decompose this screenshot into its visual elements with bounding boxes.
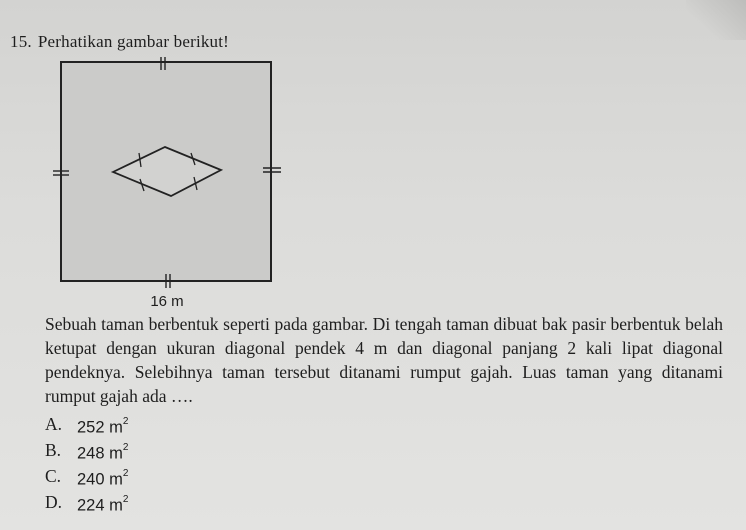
option-d-letter: D. xyxy=(45,492,63,512)
answer-options xyxy=(45,413,128,517)
option-d[interactable] xyxy=(45,491,128,517)
square-garden-figure xyxy=(40,52,290,317)
option-a-value: 252 $m^2$ xyxy=(77,416,129,437)
side-length-label: 16 m xyxy=(150,293,184,310)
option-c-value: 240 $m^2$ xyxy=(77,468,129,489)
option-b[interactable] xyxy=(45,439,128,465)
question-header xyxy=(10,32,229,52)
problem-text: Sebuah taman berbentuk seperti pada gambar. Di tengah taman dibuat bak pasir berbentuk belah ketupat dengan ukuran diagonal pendek 4 m dan diagonal panjang 2 kali lipat diagonal pendeknya. Selebihnya taman tersebut ditanami rumput gajah. Luas taman yang ditanami rumput gajah ada …. xyxy=(45,314,723,406)
option-b-letter: B. xyxy=(45,440,62,460)
question-instruction: Perhatikan gambar berikut! xyxy=(37,32,230,51)
page-shadow xyxy=(686,0,746,40)
option-a-letter: A. xyxy=(45,414,63,434)
option-d-value: 224 $m^2$ xyxy=(77,494,129,515)
option-a[interactable] xyxy=(45,413,128,439)
option-b-value: 248 $m^2$ xyxy=(77,442,129,463)
option-c-letter: C. xyxy=(45,466,62,486)
option-c[interactable] xyxy=(45,465,128,491)
question-number: 15. xyxy=(10,32,32,51)
figure-drawing xyxy=(40,52,290,317)
